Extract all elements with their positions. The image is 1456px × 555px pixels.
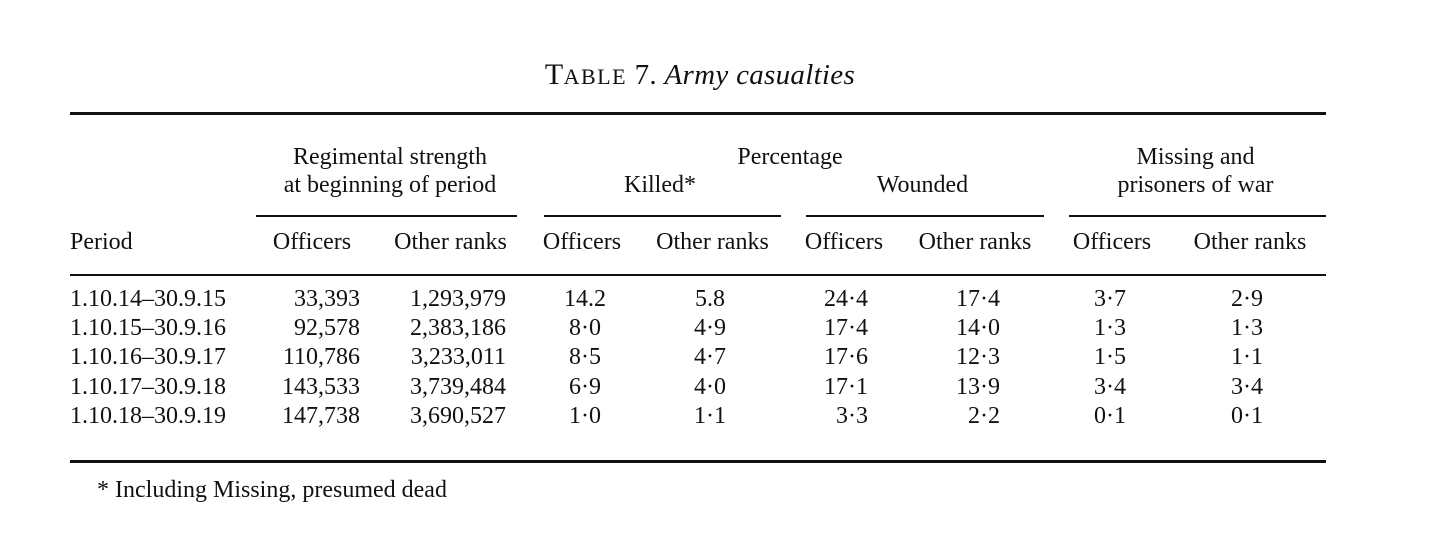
table-title xyxy=(0,58,1400,92)
header-sub-officers: Officers xyxy=(272,229,352,255)
header-sub-other-ranks: Other ranks xyxy=(918,229,1032,255)
column-regimental-officers: 33,393 92,578 110,786 143,533 147,738 xyxy=(282,286,360,429)
column-wounded-other-ranks: 17·4 14·0 12·3 13·9 2·2 xyxy=(956,286,1000,429)
column-period xyxy=(70,285,226,431)
header-rule xyxy=(70,274,1326,276)
regimental-spanner-rule xyxy=(256,215,517,217)
header-period: Period xyxy=(70,229,133,255)
title-italic: Army casualties xyxy=(664,59,856,91)
header-missing: Missing and prisoners of war xyxy=(1117,144,1274,198)
column-missing-other-ranks: 2·9 1·3 1·1 3·4 0·1 xyxy=(1231,286,1263,429)
title-prefix-smallcaps: ABLE xyxy=(563,64,628,89)
killed-spanner-rule xyxy=(544,215,781,217)
header-sub-officers: Officers xyxy=(804,229,884,255)
table-row-period: 1.10.17–30.9.18 xyxy=(70,373,226,400)
header-sub-other-ranks: Other ranks xyxy=(1193,229,1307,255)
header-wounded: Wounded xyxy=(876,172,969,198)
title-prefix-cap: T xyxy=(544,58,564,91)
header-percentage: Percentage xyxy=(737,144,843,170)
top-rule xyxy=(70,112,1326,115)
column-regimental-other-ranks: 1,293,979 2,383,186 3,233,011 3,739,484 3,690,527 xyxy=(410,286,506,429)
column-wounded-officers: 24·4 17·4 17·6 17·1 3·3 xyxy=(824,286,868,429)
column-killed-officers: 14.2 8·0 8·5 6·9 1·0 xyxy=(564,286,606,429)
header-sub-officers: Officers xyxy=(1072,229,1152,255)
wounded-spanner-rule xyxy=(806,215,1044,217)
header-sub-other-ranks: Other ranks xyxy=(656,229,769,255)
title-number: 7. xyxy=(634,59,657,91)
footnote: * Including Missing, presumed dead xyxy=(97,477,447,503)
missing-spanner-rule xyxy=(1069,215,1326,217)
table-row-period: 1.10.15–30.9.16 xyxy=(70,315,226,342)
bottom-rule xyxy=(70,460,1326,463)
header-killed: Killed* xyxy=(624,172,696,198)
header-sub-officers: Officers xyxy=(542,229,622,255)
table-row-period: 1.10.18–30.9.19 xyxy=(70,402,226,429)
table-row-period: 1.10.16–30.9.17 xyxy=(70,344,226,371)
header-sub-other-ranks: Other ranks xyxy=(394,229,507,255)
header-regimental: Regimental strength at beginning of period xyxy=(283,144,497,198)
column-missing-officers: 3·7 1·3 1·5 3·4 0·1 xyxy=(1094,286,1126,429)
table-row-period: 1.10.14–30.9.15 xyxy=(70,286,226,312)
column-killed-other-ranks: 5.8 4·9 4·7 4·0 1·1 xyxy=(694,286,726,429)
